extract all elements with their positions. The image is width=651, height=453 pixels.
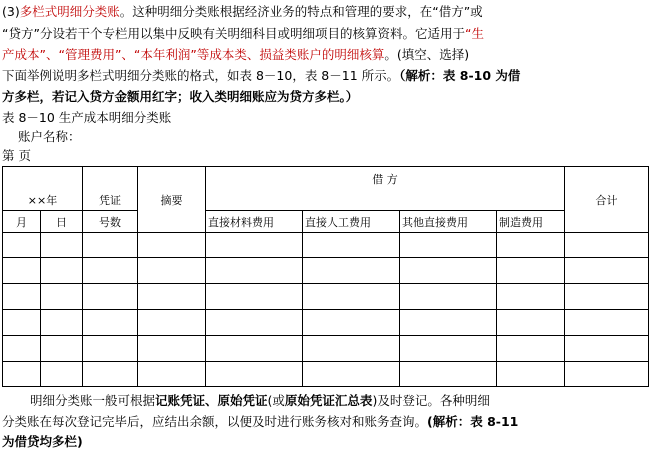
para1-line5 bbox=[2, 87, 358, 106]
total-header: 合计 bbox=[565, 167, 649, 233]
table-row bbox=[3, 233, 649, 258]
account-name-label: 账户名称： bbox=[18, 129, 81, 144]
para1-text-2: “贷方”分设若干个专栏用以集中反映有关明细科目或明细项目的核算资料。它适用于 bbox=[2, 26, 465, 41]
para2-bold-1: 记账凭证、原始凭证 bbox=[155, 393, 268, 408]
col-manufacturing: 制造费用 bbox=[497, 211, 565, 233]
table-row bbox=[3, 362, 649, 387]
para2-text-4: 分类账在每次登记完毕后，应结出余额，以便及时进行账务核对和账务查询。 bbox=[2, 414, 428, 429]
voucher-header: 凭证 bbox=[83, 167, 138, 211]
para1-text-1: 。这种明细分类账根据经济业务的特点和管理的要求，在“借方”或 bbox=[119, 4, 483, 19]
para2-note-1: (解析：表 8-11 bbox=[427, 414, 519, 429]
term-multicolumn-ledger: 多栏式明细分类账 bbox=[19, 4, 120, 19]
ledger-table bbox=[2, 166, 649, 387]
para1-red-3: 产成本”、“管理费用”、“本年利润”等成本类、损益类账户的明细核算 bbox=[2, 47, 385, 62]
table-row bbox=[3, 336, 649, 362]
para1-text-4: 下面举例说明多栏式明细分类账的格式，如表 8－10，表 8－11 所示。 bbox=[2, 68, 400, 83]
para2-bold-2: 原始凭证汇总表 bbox=[284, 393, 373, 408]
table-row bbox=[3, 310, 649, 336]
header-row-2 bbox=[3, 211, 649, 233]
para1-line2 bbox=[2, 24, 484, 43]
para2-text-2: (或 bbox=[267, 393, 285, 408]
para1-line1 bbox=[2, 2, 483, 21]
para1-note-5: 方多栏，若记入贷方金额用红字；收入类明细账应为贷方多栏。） bbox=[2, 89, 359, 104]
para1-text-3: 。(填空、选择) bbox=[384, 47, 470, 62]
para2-line2 bbox=[2, 412, 518, 431]
month-header: 月 bbox=[3, 211, 41, 233]
voucher-number-header: 号数 bbox=[83, 211, 138, 233]
para2-note-2: 为借贷均多栏) bbox=[2, 434, 83, 449]
year-header: ××年 bbox=[3, 167, 83, 211]
col-direct-material: 直接材料费用 bbox=[206, 211, 303, 233]
table-title: 表 8－10 生产成本明细分类账 bbox=[2, 110, 172, 125]
para2-line1 bbox=[30, 391, 490, 410]
para1-note-4: （解析：表 8-10 为借 bbox=[399, 68, 521, 83]
para2-line3 bbox=[2, 432, 83, 451]
table-row bbox=[3, 284, 649, 310]
para1-red-2: “生 bbox=[464, 26, 484, 41]
day-header: 日 bbox=[41, 211, 83, 233]
table-row bbox=[3, 258, 649, 284]
col-other-direct: 其他直接费用 bbox=[400, 211, 497, 233]
summary-header: 摘要 bbox=[138, 167, 206, 233]
item-number: (3) bbox=[2, 4, 20, 19]
debit-header: 借 方 bbox=[206, 167, 565, 211]
para1-line3 bbox=[2, 45, 469, 64]
para2-text-3: )及时登记。各种明细 bbox=[372, 393, 490, 408]
para1-line4 bbox=[2, 66, 520, 85]
page-label: 第 页 bbox=[2, 148, 31, 163]
header-row-1 bbox=[3, 167, 649, 211]
col-direct-labor: 直接人工费用 bbox=[303, 211, 400, 233]
para2-text-1: 明细分类账一般可根据 bbox=[30, 393, 156, 408]
